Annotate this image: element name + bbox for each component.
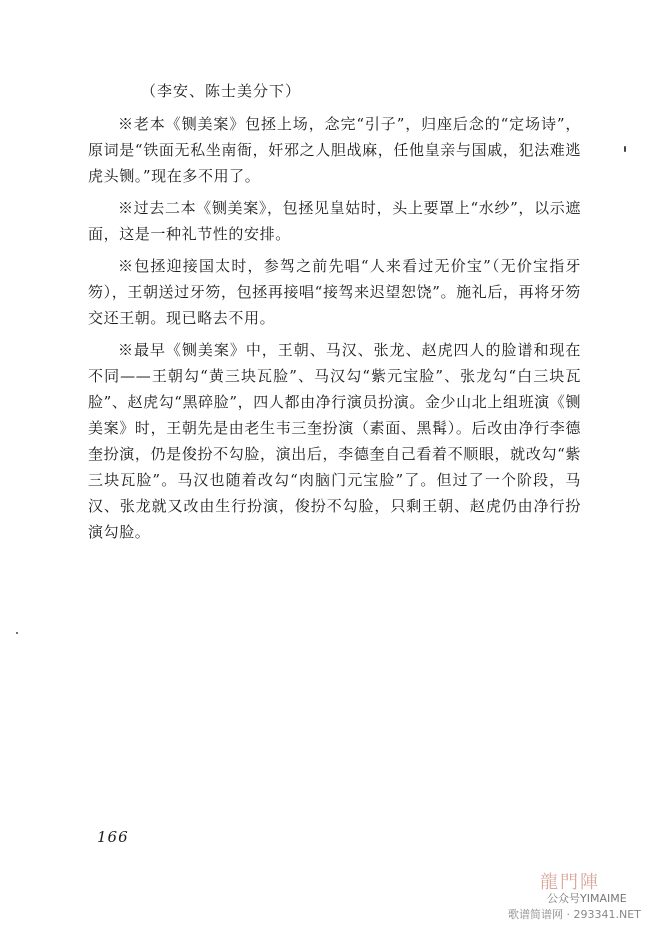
watermark-wechat: 公众号YIMAIME [547, 892, 627, 905]
body-text [88, 111, 581, 551]
watermark-logo: 龍門陣 [540, 872, 600, 893]
watermark-site: 歌谱简谱网 · 293341.NET [508, 908, 641, 921]
page-number: 166 [97, 828, 129, 846]
stage-direction: （李安、陈士美分下） [141, 82, 302, 100]
paragraph-face-makeup: ※最早《铡美案》中，王朝、马汉、张龙、赵虎四人的脸谱和现在不同——王朝勾“黄三块瓦脸”、马汉勾“紫元宝脸”、张龙勾“白三块瓦脸”、赵虎勾“黑碎脸”，四人都由净行演员扮演。金少山北上组班演《铡美案》时，王朝先是由老生韦三奎扮演（素面、黑髯）。后改由净行李德奎扮演，仍是俊扮不勾脸，演出后，李德奎自己看着不顺眼，就改勾“紫三块瓦脸”。马汉也随着改勾“肉脑门元宝脸”了。但过了一个阶段，马汉、张龙就又改由生行扮演，俊扮不勾脸，只剩王朝、赵虎仍由净行扮演勾脸。 [88, 341, 581, 541]
scan-speck [624, 146, 626, 152]
paragraph-water-veil: ※过去二本《铡美案》，包拯见皇姑时，头上要罩上“水纱”，以示遮面，这是一种礼节性的安排。 [88, 199, 581, 243]
paragraph-ivory-tablet: ※包拯迎接国太时，参驾之前先唱“人来看过无价宝”（无价宝指牙笏），王朝送过牙笏，包拯再接唱“接驾来迟望恕饶”。施礼后，再将牙笏交还王朝。现已略去不用。 [88, 257, 581, 327]
paragraph-opening-poem: ※老本《铡美案》包拯上场，念完“引子”，归座后念的“定场诗”，原词是“铁面无私坐南衙，奸邪之人胆战麻，任他皇亲与国戚，犯法难逃虎头铡。”现在多不用了。 [88, 115, 581, 185]
scan-speck [16, 632, 18, 634]
